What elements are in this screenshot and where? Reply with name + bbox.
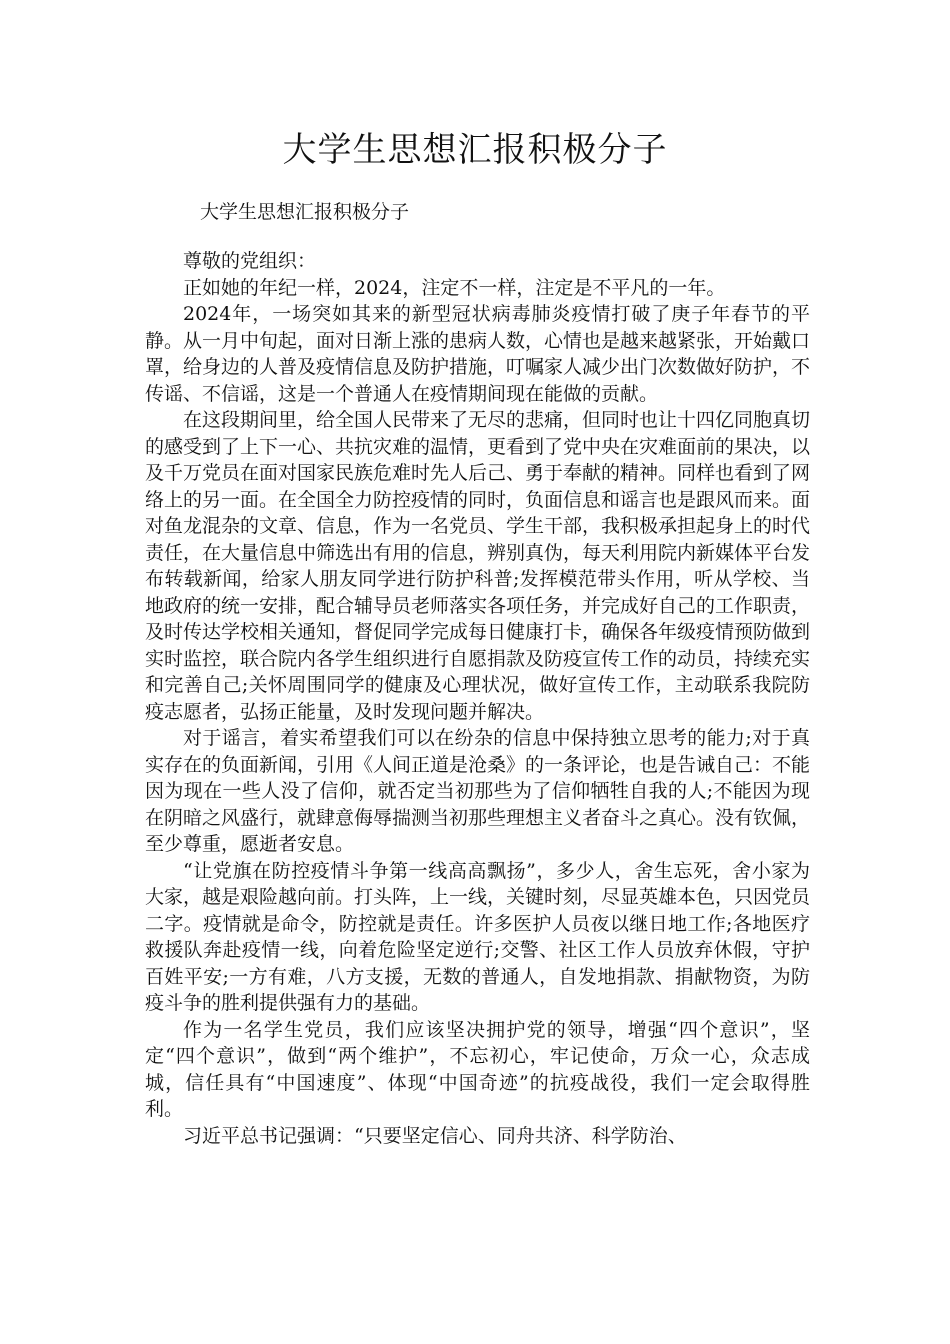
body-paragraph: 正如她的年纪一样，2024，注定不一样，注定是不平凡的一年。 bbox=[183, 276, 726, 299]
body-paragraph: 2024年，一场突如其来的新型冠状病毒肺炎疫情打破了庚子年春节的平静。从一月中旬起，面对日渐上涨的患病人数，心情也是越来越紧张，开始戴口罩，给身边的人普及疫情信息及防护措施，叮嘱家人减少出门次数做好防护，不传谣、不信谣，这是一个普通人在疫情期间现在能做的贡献。 bbox=[145, 303, 811, 405]
document-subtitle: 大学生思想汇报积极分子 bbox=[200, 201, 410, 223]
body-paragraph: 习近平总书记强调：“只要坚定信心、同舟共济、科学防治、 bbox=[183, 1124, 687, 1147]
salutation: 尊敬的党组织： bbox=[183, 250, 317, 272]
document-body bbox=[145, 248, 810, 1149]
body-paragraph: “让党旗在防控疫情斗争第一线高高飘扬”，多少人，舍生忘死，舍小家为大家，越是艰险越向前。打头阵，上一线，关键时刻，尽显英雄本色，只因党员二字。疫情就是命令，防控就是责任。许多医护人员夜以继日地工作;各地医疗救援队奔赴疫情一线，向着危险坚定逆行;交警、社区工作人员放弃休假，守护百姓平安;一方有难，八方支援，无数的普通人，自发地捐款、捐献物资，为防疫斗争的胜利提供强有力的基础。 bbox=[145, 859, 811, 1014]
document-title: 大学生思想汇报积极分子 bbox=[282, 130, 668, 170]
body-paragraph: 对于谣言，着实希望我们可以在纷杂的信息中保持独立思考的能力;对于真实存在的负面新闻，引用《人间正道是沧桑》的一条评论，也是告诫自己：不能因为现在一些人没了信仰，就否定当初那些为了信仰牺牲自我的人;不能因为现在阴暗之风盛行，就肆意侮辱揣测当初那些理想主义者奋斗之真心。没有钦佩，至少尊重，愿逝者安息。 bbox=[145, 727, 811, 855]
body-paragraph: 作为一名学生党员，我们应该坚决拥护党的领导，增强“四个意识”，坚定“四个意识”，做到“两个维护”，不忘初心，牢记使命，万众一心，众志成城，信任具有“中国速度”、体现“中国奇迹”的抗疫战役，我们一定会取得胜利。 bbox=[145, 1018, 810, 1120]
body-paragraph: 在这段期间里，给全国人民带来了无尽的悲痛，但同时也让十四亿同胞真切的感受到了上下一心、共抗灾难的温情，更看到了党中央在灾难面前的果决，以及千万党员在面对国家民族危难时先人后己、勇于奉献的精神。同样也看到了网络上的另一面。在全国全力防控疫情的同时，负面信息和谣言也是跟风而来。面对鱼龙混杂的文章、信息，作为一名党员、学生干部，我积极承担起身上的时代责任，在大量信息中筛选出有用的信息，辨别真伪，每天利用院内新媒体平台发布转载新闻，给家人朋友同学进行防护科普;发挥模范带头作用，听从学校、当地政府的统一安排，配合辅导员老师落实各项任务，并完成好自己的工作职责，及时传达学校相关通知，督促同学完成每日健康打卡，确保各年级疫情预防做到实时监控，联合院内各学生组织进行自愿捐款及防疫宣传工作的动员，持续充实和完善自己;关怀周围同学的健康及心理状况，做好宣传工作，主动联系我院防疫志愿者，弘扬正能量，及时发现问题并解决。 bbox=[145, 409, 811, 723]
